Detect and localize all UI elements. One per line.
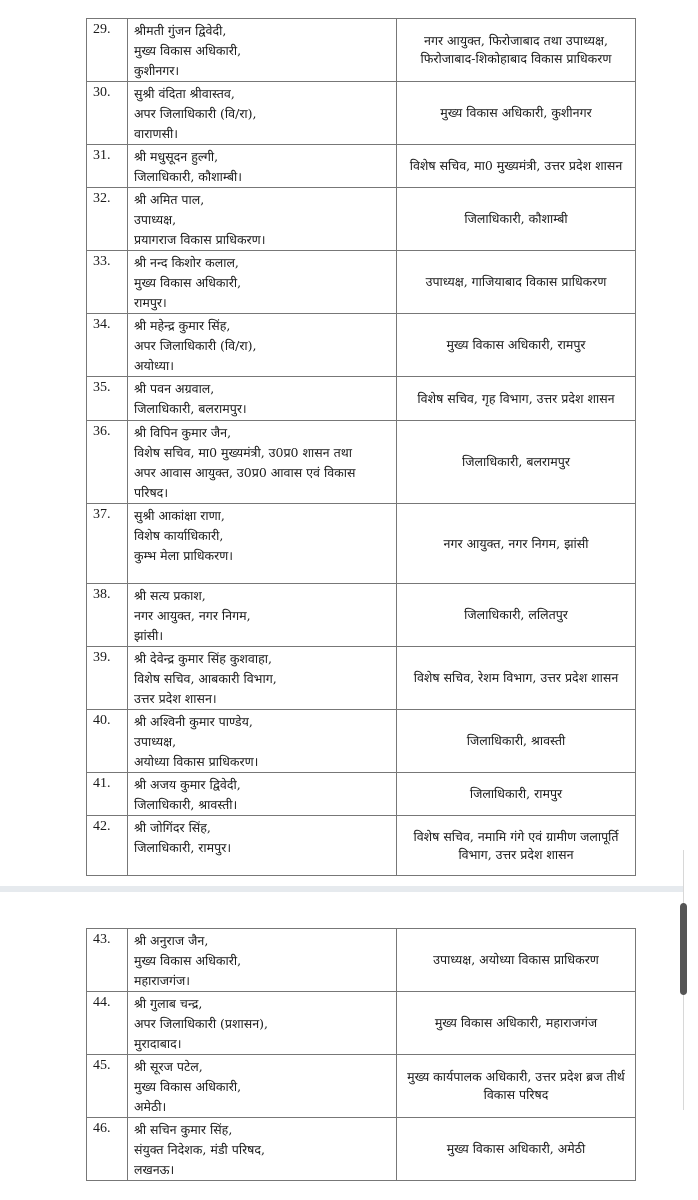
serial-number: 30. [87, 82, 128, 145]
new-posting [397, 816, 636, 876]
serial-number: 29. [87, 19, 128, 82]
name-line: श्री जोगिंदर सिंह, [134, 820, 211, 835]
table-row [87, 188, 636, 251]
serial-number: 41. [87, 773, 128, 816]
transfer-table-page-2 [86, 928, 636, 1181]
name-line: श्री विपिन कुमार जैन, [134, 425, 232, 440]
serial-number: 36. [87, 421, 128, 504]
new-posting [397, 773, 636, 816]
posting-line: जिलाधिकारी, बलरामपुर [462, 454, 570, 469]
new-posting [397, 188, 636, 251]
table-row [87, 992, 636, 1055]
officer-name-current-post [128, 377, 397, 421]
new-posting [397, 82, 636, 145]
posting-line: विभाग, उत्तर प्रदेश शासन [458, 846, 574, 862]
officer-name-current-post [128, 82, 397, 145]
new-posting [397, 251, 636, 314]
table-row [87, 421, 636, 504]
name-line: विशेष सचिव, मा0 मुख्यमंत्री, उ0प्र0 शासन तथा [134, 445, 352, 460]
new-posting [397, 19, 636, 82]
name-line: झांसी। [134, 628, 164, 643]
name-line: विशेष कार्याधिकारी, [134, 528, 224, 543]
posting-line: फिरोजाबाद-शिकोहाबाद विकास प्राधिकरण [420, 51, 612, 66]
name-line: श्री पवन अग्रवाल, [134, 381, 215, 396]
name-line: वाराणसी। [134, 126, 179, 141]
serial-number: 39. [87, 647, 128, 710]
posting-line: जिलाधिकारी, श्रावस्ती [466, 733, 566, 748]
officer-name-current-post [128, 19, 397, 82]
name-line: मुख्य विकास अधिकारी, [134, 275, 242, 290]
name-line: अपर आवास आयुक्त, उ0प्र0 आवास एवं विकास [134, 465, 356, 480]
posting-line: जिलाधिकारी, रामपुर [469, 786, 563, 801]
serial-number: 45. [87, 1055, 128, 1118]
name-line: मुख्य विकास अधिकारी, [134, 1079, 242, 1094]
name-line: जिलाधिकारी, बलरामपुर। [134, 401, 247, 416]
name-line: अपर जिलाधिकारी (वि/रा), [134, 338, 257, 353]
name-line: अपर जिलाधिकारी (वि/रा), [134, 106, 257, 121]
name-line: श्री मधुसूदन हुल्गी, [134, 149, 219, 164]
name-line: सुश्री वंदिता श्रीवास्तव, [134, 86, 235, 101]
name-line: सुश्री आकांक्षा राणा, [134, 508, 225, 523]
name-line: उपाध्यक्ष, [134, 212, 177, 227]
posting-line: नगर आयुक्त, फिरोजाबाद तथा उपाध्यक्ष, [424, 33, 608, 48]
posting-line: जिलाधिकारी, कौशाम्बी [464, 211, 568, 226]
table-row [87, 710, 636, 773]
officer-name-current-post [128, 773, 397, 816]
serial-number: 34. [87, 314, 128, 377]
name-line: श्री अजय कुमार द्विवेदी, [134, 777, 241, 792]
posting-line: जिलाधिकारी, ललितपुर [464, 607, 568, 622]
posting-line: विशेष सचिव, मा0 मुख्यमंत्री, उत्तर प्रदेश शासन [409, 158, 623, 173]
posting-line: मुख्य कार्यपालक अधिकारी, उत्तर प्रदेश ब्रज तीर्थ [407, 1069, 625, 1084]
posting-line: विशेष सचिव, नमामि गंगे एवं ग्रामीण जलापूर्ति [413, 828, 619, 844]
serial-number: 38. [87, 584, 128, 647]
officer-name-current-post [128, 1055, 397, 1118]
transfer-table-page-1 [86, 18, 636, 876]
officer-name-current-post [128, 421, 397, 504]
name-line: रामपुर। [134, 295, 167, 310]
table-row [87, 584, 636, 647]
name-line: श्री नन्द किशोर कलाल, [134, 255, 239, 270]
officer-name-current-post [128, 188, 397, 251]
table-row [87, 19, 636, 82]
name-line: परिषद। [134, 485, 169, 500]
table-row [87, 145, 636, 188]
name-line: श्री अमित पाल, [134, 192, 205, 207]
name-line: श्री गुलाब चन्द्र, [134, 996, 203, 1011]
serial-number: 37. [87, 504, 128, 584]
name-line: जिलाधिकारी, रामपुर। [134, 840, 232, 855]
posting-line: विकास परिषद [483, 1087, 549, 1102]
new-posting [397, 504, 636, 584]
officer-name-current-post [128, 314, 397, 377]
officer-name-current-post [128, 145, 397, 188]
name-line: श्री अश्विनी कुमार पाण्डेय, [134, 714, 253, 729]
scrollbar-thumb[interactable] [680, 903, 687, 995]
name-line: प्रयागराज विकास प्राधिकरण। [134, 232, 266, 247]
name-line: श्री सूरज पटेल, [134, 1059, 203, 1074]
table-row [87, 251, 636, 314]
name-line: श्रीमती गुंजन द्विवेदी, [134, 23, 227, 38]
name-line: अयोध्या। [134, 358, 174, 373]
name-line: उपाध्यक्ष, [134, 734, 177, 749]
name-line: संयुक्त निदेशक, मंडी परिषद, [134, 1142, 266, 1157]
officer-name-current-post [128, 504, 397, 584]
new-posting [397, 314, 636, 377]
name-line: कुम्भ मेला प्राधिकरण। [134, 548, 234, 563]
new-posting [397, 421, 636, 504]
name-line: श्री अनुराज जैन, [134, 933, 209, 948]
name-line: श्री सत्य प्रकाश, [134, 588, 206, 603]
new-posting [397, 377, 636, 421]
serial-number: 42. [87, 816, 128, 876]
name-line: श्री देवेन्द्र कुमार सिंह कुशवाहा, [134, 651, 272, 666]
new-posting [397, 584, 636, 647]
serial-number: 31. [87, 145, 128, 188]
name-line: जिलाधिकारी, कौशाम्बी। [134, 169, 243, 184]
posting-line: विशेष सचिव, रेशम विभाग, उत्तर प्रदेश शासन [413, 670, 619, 685]
name-line: अयोध्या विकास प्राधिकरण। [134, 754, 259, 769]
name-line: कुशीनगर। [134, 63, 180, 78]
name-line: उत्तर प्रदेश शासन। [134, 691, 217, 706]
table-row [87, 929, 636, 992]
serial-number: 35. [87, 377, 128, 421]
serial-number: 43. [87, 929, 128, 992]
table-row [87, 647, 636, 710]
serial-number: 32. [87, 188, 128, 251]
table-row [87, 377, 636, 421]
name-line: अमेठी। [134, 1099, 167, 1114]
name-line: मुख्य विकास अधिकारी, [134, 43, 242, 58]
posting-line: उपाध्यक्ष, गाजियाबाद विकास प्राधिकरण [425, 274, 607, 289]
officer-name-current-post [128, 929, 397, 992]
table-row [87, 314, 636, 377]
serial-number: 46. [87, 1118, 128, 1181]
posting-line: मुख्य विकास अधिकारी, अमेठी [446, 1141, 586, 1156]
posting-line: मुख्य विकास अधिकारी, कुशीनगर [440, 105, 592, 120]
name-line: लखनऊ। [134, 1162, 175, 1177]
table-row [87, 82, 636, 145]
officer-name-current-post [128, 710, 397, 773]
table-row [87, 1118, 636, 1181]
officer-name-current-post [128, 647, 397, 710]
serial-number: 33. [87, 251, 128, 314]
name-line: अपर जिलाधिकारी (प्रशासन), [134, 1016, 269, 1031]
name-line: नगर आयुक्त, नगर निगम, [134, 608, 251, 623]
name-line: विशेष सचिव, आबकारी विभाग, [134, 671, 277, 686]
posting-line: उपाध्यक्ष, अयोध्या विकास प्राधिकरण [433, 952, 599, 967]
posting-line: नगर आयुक्त, नगर निगम, झांसी [443, 535, 589, 551]
posting-line: मुख्य विकास अधिकारी, महाराजगंज [434, 1015, 598, 1030]
new-posting [397, 929, 636, 992]
serial-number: 44. [87, 992, 128, 1055]
new-posting [397, 1055, 636, 1118]
name-line: श्री सचिन कुमार सिंह, [134, 1122, 233, 1137]
page-separator [0, 886, 684, 892]
table-row [87, 1055, 636, 1118]
name-line: जिलाधिकारी, श्रावस्ती। [134, 797, 238, 812]
officer-name-current-post [128, 816, 397, 876]
new-posting [397, 647, 636, 710]
table-row [87, 773, 636, 816]
name-line: मुरादाबाद। [134, 1036, 182, 1051]
officer-name-current-post [128, 992, 397, 1055]
name-line: महाराजगंज। [134, 973, 191, 988]
posting-line: मुख्य विकास अधिकारी, रामपुर [446, 337, 586, 352]
officer-name-current-post [128, 1118, 397, 1181]
name-line: मुख्य विकास अधिकारी, [134, 953, 242, 968]
name-line: श्री महेन्द्र कुमार सिंह, [134, 318, 231, 333]
posting-line: विशेष सचिव, गृह विभाग, उत्तर प्रदेश शासन [417, 390, 615, 406]
new-posting [397, 145, 636, 188]
new-posting [397, 992, 636, 1055]
officer-name-current-post [128, 251, 397, 314]
table-row [87, 816, 636, 876]
new-posting [397, 710, 636, 773]
new-posting [397, 1118, 636, 1181]
serial-number: 40. [87, 710, 128, 773]
officer-name-current-post [128, 584, 397, 647]
table-row [87, 504, 636, 584]
